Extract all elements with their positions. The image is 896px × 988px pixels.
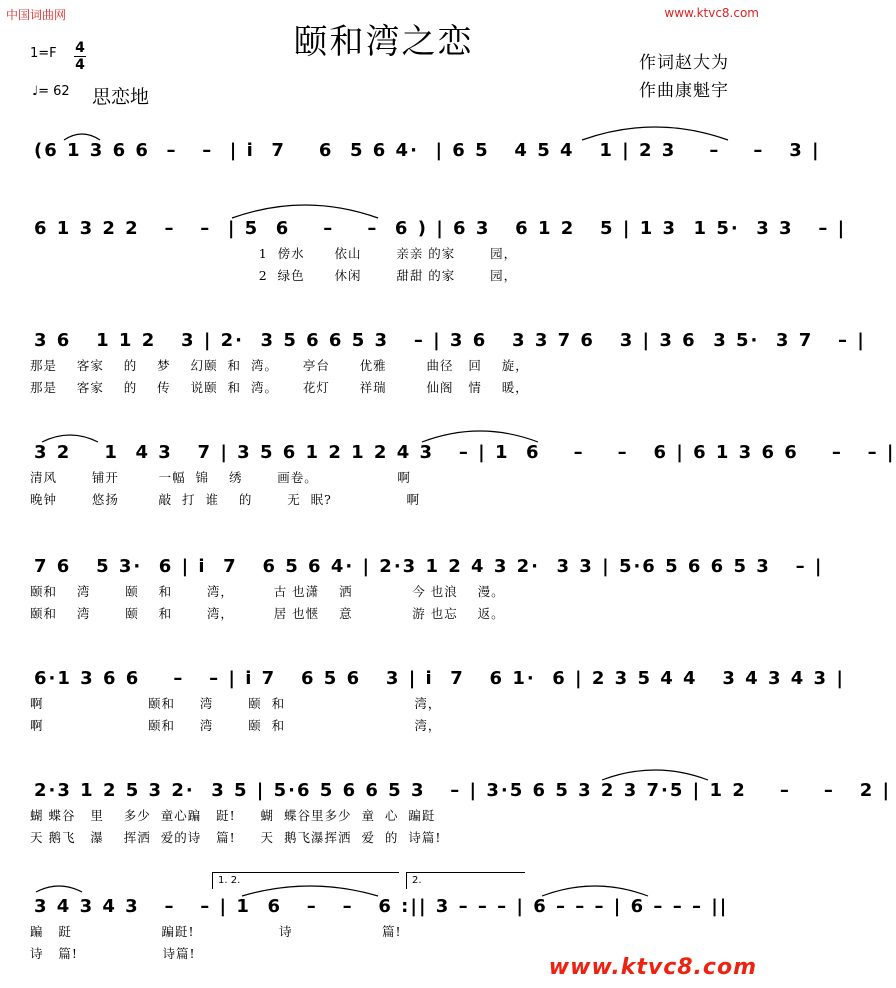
key-signature: 1=F: [30, 46, 57, 61]
lyric-line-4a: 清风 铺开 一幅 锦 绣 画卷。 啊: [30, 470, 411, 485]
lyricist-credit: 作词赵大为: [639, 53, 729, 73]
slur: [420, 422, 540, 444]
expression-mark: 思恋地: [92, 86, 150, 108]
time-sig-bottom: 4: [75, 57, 85, 73]
lyric-line-5a: 颐和 湾 颐 和 湾， 古 也潇 洒 今 也浪 漫。: [30, 584, 505, 599]
slur: [34, 880, 84, 894]
composer-credit: 作曲康魁宇: [639, 81, 729, 101]
lyric-line-8a: 蹁 跹 蹁跹! 诗 篇!: [30, 924, 402, 939]
lyric-line-7a: 蝴 蝶谷 里 多少 童心蹁 跹! 蝴 蝶谷里多少 童 心 蹁跹: [30, 808, 436, 823]
slur: [600, 762, 710, 782]
watermark-bottom: www.ktvc8.com: [548, 955, 757, 980]
notes-line-8: 3 4 3 4 3 – – | 1 6 – – 6 :|| 3 – – – | 6 – – – | 6 – – – ||: [34, 896, 729, 917]
second-ending-bracket: [406, 872, 525, 889]
lyric-line-2b: 2 绿色 休闲 甜甜 的家 园，: [30, 268, 518, 283]
slur: [40, 428, 100, 444]
notes-line-7: 2·3 1 2 5 3 2· 3 5 | 5·6 5 6 6 5 3 – | 3·5 6 5 3 2 3 7·5 | 1 2 – – 2 |: [34, 780, 892, 801]
lyric-line-5b: 颐和 湾 颐 和 湾， 居 也惬 意 游 也忘 返。: [30, 606, 505, 621]
slur: [540, 878, 650, 898]
notes-line-3: 3 6 1 1 2 3 | 2· 3 5 6 6 5 3 – | 3 6 3 3 7 6 3 | 3 6 3 5· 3 7 – |: [34, 330, 866, 351]
slur: [580, 118, 730, 142]
watermark-top-left: 中国词曲网: [6, 8, 67, 22]
lyric-line-8b: 诗 篇! 诗篇!: [30, 946, 196, 961]
slur: [230, 196, 380, 220]
notes-line-1: (6 1 3 6 6 – – | i 7 6 5 6 4· | 6 5 4 5 4 1 | 2 3 – – 3 |: [34, 140, 821, 161]
second-ending-label: 2.: [412, 875, 422, 886]
notes-line-2: 6 1 3 2 2 – – | 5 6 – – 6 ) | 6 3 6 1 2 5 | 1 3 1 5· 3 3 – |: [34, 218, 847, 239]
lyric-line-3a: 那是 客家 的 梦 幻颐 和 湾。 亭台 优雅 曲径 回 旋，: [30, 358, 529, 373]
lyric-line-6b: 啊 颐和 湾 颐 和 湾，: [30, 718, 442, 733]
slur: [240, 878, 380, 898]
time-sig-top: 4: [75, 40, 85, 56]
lyric-line-4b: 晚钟 悠扬 敲 打 谁 的 无 眠? 啊: [30, 492, 420, 507]
time-signature: [74, 40, 86, 73]
lyric-line-2a: 1 傍水 依山 亲亲 的家 园，: [30, 246, 518, 261]
lyric-line-7b: 天 鹅飞 瀑 挥洒 爱的诗 篇! 天 鹅飞瀑挥洒 爱 的 诗篇!: [30, 830, 442, 845]
notes-line-5: 7 6 5 3· 6 | i 7 6 5 6 4· | 2·3 1 2 4 3 2· 3 3 | 5·6 5 6 6 5 3 – |: [34, 556, 824, 577]
notes-line-4: 3 2 1 4 3 7 | 3 5 6 1 2 1 2 4 3 – | 1 6 – – 6 | 6 1 3 6 6 – – |: [34, 442, 896, 463]
lyric-line-3b: 那是 客家 的 传 说颐 和 湾。 花灯 祥瑞 仙阁 情 暖，: [30, 380, 529, 395]
slur: [62, 128, 102, 142]
watermark-top-right: www.ktvc8.com: [664, 6, 759, 20]
tempo-mark: ♩= 62: [32, 84, 70, 99]
first-ending-label: 1. 2.: [218, 875, 241, 886]
lyric-line-6a: 啊 颐和 湾 颐 和 湾，: [30, 696, 442, 711]
notes-line-6: 6·1 3 6 6 – – | i 7 6 5 6 3 | i 7 6 1· 6 | 2 3 5 4 4 3 4 3 4 3 |: [34, 668, 845, 689]
song-title: 颐和湾之恋: [293, 22, 474, 62]
